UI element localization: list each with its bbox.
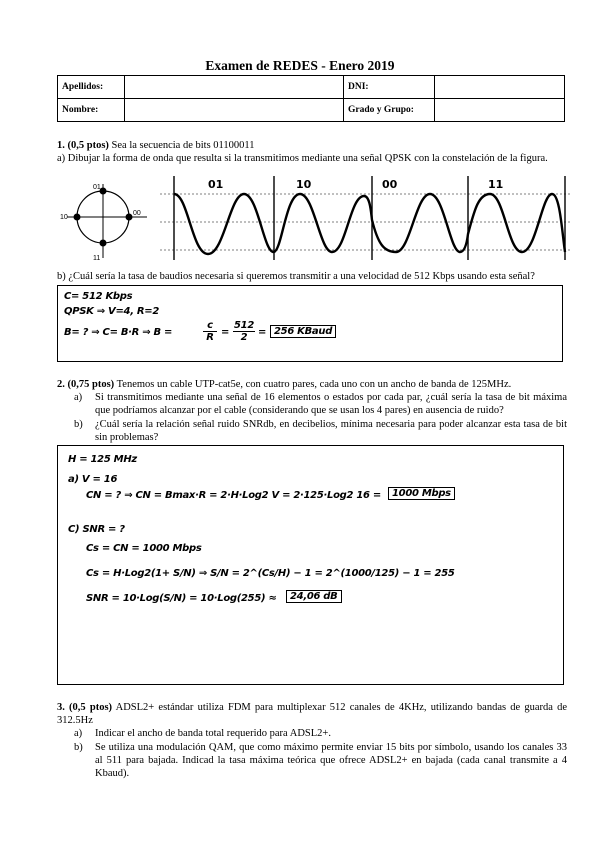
q2-answer-c-line-2: Cs = H·Log2(1+ S/N) ⇒ S/N = 2^(Cs/H) − 1 = 2^(1000/125) − 1 = 255 (86, 568, 455, 579)
q2-text: Tenemos un cable UTP-cat5e, con cuatro pares, cada uno con un ancho de banda de 125MHz. (116, 379, 512, 390)
q1-part-b: b) ¿Cuál sería la tasa de baudios necesaria si queremos transmitir a una velocidad de 512 Kbps usando esta señal? (57, 271, 535, 282)
question-1 (57, 139, 567, 152)
question-2 (57, 378, 567, 391)
q3-text: ADSL2+ estándar utiliza FDM para multiplexar 512 canales de 4KHz, utilizando bandas de guarda de 312.5Hz (57, 702, 567, 726)
q2-answer-a-line: CN = ? ⇒ CN = Bmax·R = 2·H·Log2 V = 2·125·Log2 16 = (86, 490, 381, 501)
nombre-label: Nombre: (58, 99, 125, 122)
q1-answer-line-3: B= ? ⇒ C= B·R ⇒ B = (64, 327, 173, 338)
wave-label-11: 11 (488, 178, 504, 191)
q2-answer-a-result: 1000 Mbps (388, 487, 455, 500)
q2-answer-c-label: C) SNR = ? (68, 524, 125, 535)
wave-label-01: 01 (208, 178, 224, 191)
q1-answer-box: C= 512 Kbps QPSK ⇒ V=4, R=2 B= ? ⇒ C= B·R ⇒ B = c R = 512 2 = 256 KBaud (57, 285, 563, 362)
q2-answer-h: H = 125 MHz (68, 454, 137, 465)
student-info-table (57, 75, 565, 122)
q2-answer-c-line-1: Cs = CN = 1000 Mbps (86, 543, 202, 554)
q1-part-a: a) Dibujar la forma de onda que resulta si la transmitimos mediante una señal QPSK con la constelación de la figura. (57, 153, 548, 164)
q1-number: 1. (0,5 ptos) (57, 140, 109, 151)
constellation-label-10: 10 (60, 214, 68, 221)
question-3 (57, 701, 567, 727)
q1-text: Sea la secuencia de bits 01100011 (111, 140, 255, 151)
dni-field[interactable] (435, 76, 565, 99)
q2-answer-c-result: 24,06 dB (286, 590, 342, 603)
apellidos-label: Apellidos: (58, 76, 125, 99)
constellation-point-00 (126, 214, 133, 221)
q2-number: 2. (0,75 ptos) (57, 379, 115, 390)
q2-answer-c-line-3: SNR = 10·Log(S/N) = 10·Log(255) ≈ (86, 593, 277, 604)
q1-answer-line-1: C= 512 Kbps (64, 291, 133, 302)
grado-label: Grado y Grupo: (344, 99, 435, 122)
q2-part-b: b) ¿Cuál sería la relación señal ruido SNRdb, en decibelios, mínima necesaria para poder alcanzar esta tasa de bit sin problemas? (74, 419, 567, 443)
q1-result: 256 KBaud (270, 325, 336, 338)
wave-label-10: 10 (296, 178, 312, 191)
q2-part-a: a) Si transmitimos mediante una señal de 16 elementos o estados por cada par, ¿cuál sería la tasa de bit máxima que podríamos alcanzar por el cable (considerando que se usan los 4 pares) en ausencia de ruido? (74, 392, 567, 416)
q3-number: 3. (0,5 ptos) (57, 702, 113, 713)
wave-curve (174, 194, 565, 254)
qpsk-waveform-drawing (160, 172, 570, 264)
apellidos-field[interactable] (125, 76, 344, 99)
constellation-label-01: 01 (93, 184, 101, 191)
q1-fraction-c: c R (203, 320, 217, 343)
wave-label-00: 00 (382, 178, 398, 191)
q1-fraction-512: 512 2 (234, 320, 254, 343)
nombre-field[interactable] (125, 99, 344, 122)
grado-field[interactable] (435, 99, 565, 122)
dni-label: DNI: (344, 76, 435, 99)
qpsk-constellation-diagram (57, 180, 157, 264)
q3-part-a: a) Indicar el ancho de banda total requerido para ADSL2+. (74, 728, 331, 739)
q3-part-b: b) Se utiliza una modulación QAM, que como máximo permite enviar 15 bits por símbolo, usando los canales 33 al 511 para bajada. Indicad la tasa máxima teórica que ofrece ADSL2+ en bajada (cada canal transmite a 4 Kbaud). (74, 742, 567, 779)
q2-answer-a-label: a) V = 16 (68, 474, 118, 485)
constellation-label-00: 00 (133, 210, 141, 217)
q1-answer-line-2: QPSK ⇒ V=4, R=2 (64, 306, 160, 317)
q2-answer-box (57, 445, 564, 685)
constellation-point-11 (100, 240, 107, 247)
constellation-point-10 (74, 214, 81, 221)
constellation-label-11: 11 (93, 255, 101, 262)
page-title: Examen de REDES - Enero 2019 (205, 58, 395, 73)
